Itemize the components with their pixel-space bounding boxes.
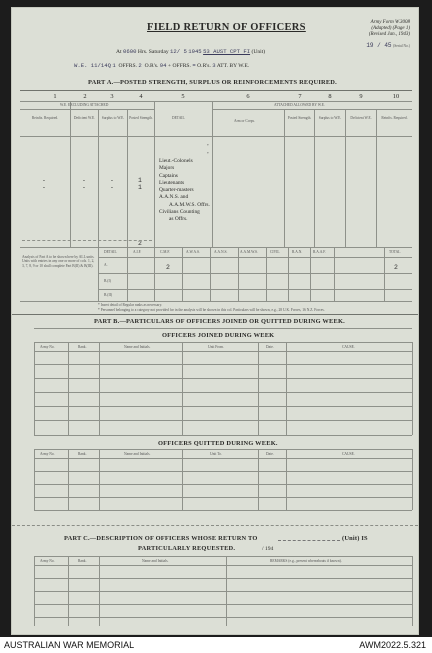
col-number: 7 [298,93,302,100]
rule [34,328,412,329]
rule [12,314,418,315]
offrs-label: OFFRS. [118,63,138,69]
analysis-row-label: A. [104,263,108,267]
posted-value: 1 [138,184,142,191]
rule [34,406,412,407]
dash-mark: - [42,184,46,191]
rule [68,556,69,626]
unit-label: (Unit) [251,49,266,55]
unit-value: 53 AUST CPT FI [203,48,251,55]
revised-label: (Revised Jan., 1943) [368,32,410,37]
col-head: Arm or Corps. [234,119,255,123]
part-c-requested: PARTICULARLY REQUESTED. [138,545,236,552]
serial-number [366,42,410,49]
rule [182,342,183,435]
analysis-aif-value: 2 [166,264,170,271]
analysis-head: A.I.F. [133,250,142,254]
part-c-heading: PART C.—DESCRIPTION OF OFFICERS WHOSE RETURN TO [64,535,258,542]
rule [34,497,412,498]
col-head: Deficient W.E. [350,116,372,120]
rule [34,556,412,557]
hrs-label: Hrs. [137,49,148,55]
dash-mark: - [82,184,86,191]
rule [68,449,69,510]
att-ors-value: 3 [212,62,216,69]
posted-value: 1 [138,177,142,184]
att-by-we-label: ATT. BY W.E. [216,63,250,69]
rule [34,378,412,379]
analysis-head: R.A.A.F. [313,250,326,254]
joined-head: CAUSE. [342,345,355,349]
rule [258,342,259,435]
serial-label: (Serial No.) [393,44,410,48]
rule [258,449,259,510]
col-head: Reinfts. Required. [31,116,59,120]
time-value: 0600 [123,48,137,55]
rule [34,342,35,435]
dash-mark: - [82,177,86,184]
day-value: Saturday [148,49,169,55]
quitted-head: CAUSE. [342,452,355,456]
rule [34,471,412,472]
rule [20,301,412,302]
rank-item: Civilians Counting [159,209,200,216]
rule [98,289,412,290]
dash-mark: - [110,177,114,184]
col-number: 6 [246,93,250,100]
analysis-head: C.M.F. [160,250,170,254]
rule [412,556,413,626]
dash-mark: - [110,184,114,191]
rule [284,109,285,247]
we-line [74,62,249,69]
rule [99,556,100,626]
rule [34,420,412,421]
ors-value: 94 [159,62,167,69]
analysis-row-label: B.(II) [104,293,113,297]
cut-line [12,525,418,526]
we-number: 1 [112,62,116,69]
analysis-head: A.W.A.S. [186,250,200,254]
rule [68,342,69,435]
rule [34,449,35,510]
rule [34,604,412,605]
offrs-value: 2 [138,62,142,69]
archive-footer [0,637,432,653]
plus-sign: + [167,63,172,69]
col-number: 9 [359,93,363,100]
rule [20,109,154,110]
footnote-1: * Insert detail of Regular ranks as necessary. [98,303,163,307]
footer-institution: AUSTRALIAN WAR MEMORIAL [4,640,135,650]
footnote-2: * Personnel belonging to a category not provided for in the analysis will be shown in this col. Particulars will be shown, e.g., 28 U.K. Forces, 16 N.Z. Forces. [98,308,325,312]
joined-title: OFFICERS JOINED DURING WEEK [162,332,275,339]
quitted-head: Date. [266,452,274,456]
rule [34,351,412,352]
group-att-label: ATTACHED ALLOWED BY W.E. [274,103,325,107]
rule [212,109,412,110]
date-value: 12/ 5 [170,48,187,55]
col-head: Surplus to W.E. [318,116,342,120]
at-label: At [116,49,122,55]
quitted-title: OFFICERS QUITTED DURING WEEK. [158,440,278,447]
part-c-unit-blank [278,540,340,541]
quitted-head: Unit To. [210,452,222,456]
rule [99,342,100,435]
part-c-head: Army No. [40,559,55,563]
rank-item: A.A.N.S. and [159,194,189,201]
rule [98,109,99,247]
form-title: FIELD RETURN OF OFFICERS [147,22,306,33]
asterisk-mark: * [207,144,209,148]
rule [384,247,385,301]
rule [34,435,412,436]
rule [226,556,227,626]
rule [34,484,412,485]
rule [98,273,412,274]
rule [310,247,311,301]
joined-head: Rank. [78,345,87,349]
col-number: 2 [83,93,87,100]
analysis-total-value: 2 [394,264,398,271]
analysis-head: TOTAL [389,250,401,254]
rule [99,449,100,510]
rule [34,591,412,592]
col-head: Surplus to W.E. [101,116,125,120]
rule [288,247,289,301]
joined-head: Unit From. [208,345,224,349]
rule [34,449,412,450]
part-c-head: Name and Initials. [142,559,169,563]
rule [345,109,346,247]
rule [20,247,412,248]
part-c-date: / 194 [262,546,274,552]
rule [412,449,413,510]
rule [20,136,412,137]
adapted-label: (Adapted) (Page 1) [371,26,410,31]
rule [34,342,412,343]
rule [34,364,412,365]
rank-item: Lieut.-Colonels [159,158,193,164]
field-return-form [11,7,419,635]
rule [154,101,155,247]
rule [266,247,267,301]
army-form-label: Army Form W.3008 [370,20,410,25]
col-head: DETAIL [172,116,185,120]
rule [238,247,239,301]
rule [34,392,412,393]
footer-accession: AWM2022.5.321 [359,640,426,650]
army-form-number [369,20,410,38]
col-number: 10 [392,93,400,100]
col-number: 8 [328,93,332,100]
rule [34,556,35,626]
rule [182,449,183,510]
rule [34,458,412,459]
rule [34,510,412,511]
rule [286,342,287,435]
analysis-head: A.A.N.S. [214,250,228,254]
col-head: Posted Strength. [287,116,312,120]
total-posted: 2 [138,240,142,247]
rank-item: Quarter-masters [159,187,194,194]
col-head: Reinfts. Required. [381,116,408,120]
asterisk-mark: * [207,152,209,156]
analysis-row-label: B.(I) [104,279,111,283]
rank-item: as Offrs. [169,216,188,223]
rule [376,109,377,247]
col-head: Posted Strength. [129,116,153,120]
ors-label: O.R's. [144,63,159,69]
part-c-head: REMARKS (e.g., present whereabouts if known). [270,559,342,563]
rule [212,101,213,247]
part-c-head: Rank. [78,559,87,563]
year-value: 1945 [188,48,202,55]
rank-list [159,158,210,224]
analysis-head: R.A.N. [292,250,303,254]
col-number: 3 [110,93,114,100]
rule [314,109,315,247]
att-offrs-label: OFFRS. [172,63,191,69]
col-number: 1 [53,93,57,100]
rule [127,109,128,247]
analysis-note: Analysis of Part A to be shown here by ALL units. Units with entries in any one or more of cols. 1, 2, 3, 7, 8, 9 or 10 shall complete Part B(II) & B(III). [22,255,95,268]
rule [127,247,128,301]
rule [182,247,183,301]
dash-mark: - [42,177,46,184]
quitted-head: Name and Initials. [124,452,151,456]
rank-item: Lieutenants [159,179,185,186]
rank-item: Majors [159,165,175,172]
rule [154,247,155,301]
rule [334,247,335,301]
rule [286,449,287,510]
joined-head: Date. [266,345,274,349]
rule [20,101,412,102]
rank-item: Captains [159,172,178,179]
att-offrs-value: = [192,62,196,69]
rule [98,257,412,258]
rule [210,247,211,301]
analysis-head: DETAIL [104,250,117,254]
group-excl-label: W.E. EXCLUDING ATTACHED [60,103,109,107]
rule [20,90,412,91]
rule [98,247,99,301]
analysis-head: A.A.M.W.S. [240,250,258,254]
att-ors-label: O.R's. [197,63,211,69]
col-head: Deficient W.E. [73,116,96,120]
date-line [116,48,265,55]
rule [34,578,412,579]
we-value: W.E. 11/14Q [74,62,111,69]
serial-value: 19 / 45 [366,42,392,49]
rule [70,101,71,247]
rule [34,565,412,566]
joined-head: Name and Initials. [124,345,151,349]
col-number: 4 [139,93,143,100]
col-number: 5 [181,93,185,100]
rule [412,342,413,435]
joined-head: Army No. [40,345,55,349]
part-c-unit-label: (Unit) IS [342,535,368,542]
rank-item: A.A.M.W.S. Offrs. [169,201,210,208]
part-b-heading: PART B.—PARTICULARS OF OFFICERS JOINED OR QUITTED DURING WEEK. [94,318,345,325]
total-rule [22,240,152,241]
part-a-heading: PART A.—POSTED STRENGTH, SURPLUS OR REINFORCEMENTS REQUIRED. [88,79,337,86]
quitted-head: Army No. [40,452,55,456]
analysis-head: CIVIL [270,250,280,254]
quitted-head: Rank. [78,452,87,456]
rule [34,617,412,618]
